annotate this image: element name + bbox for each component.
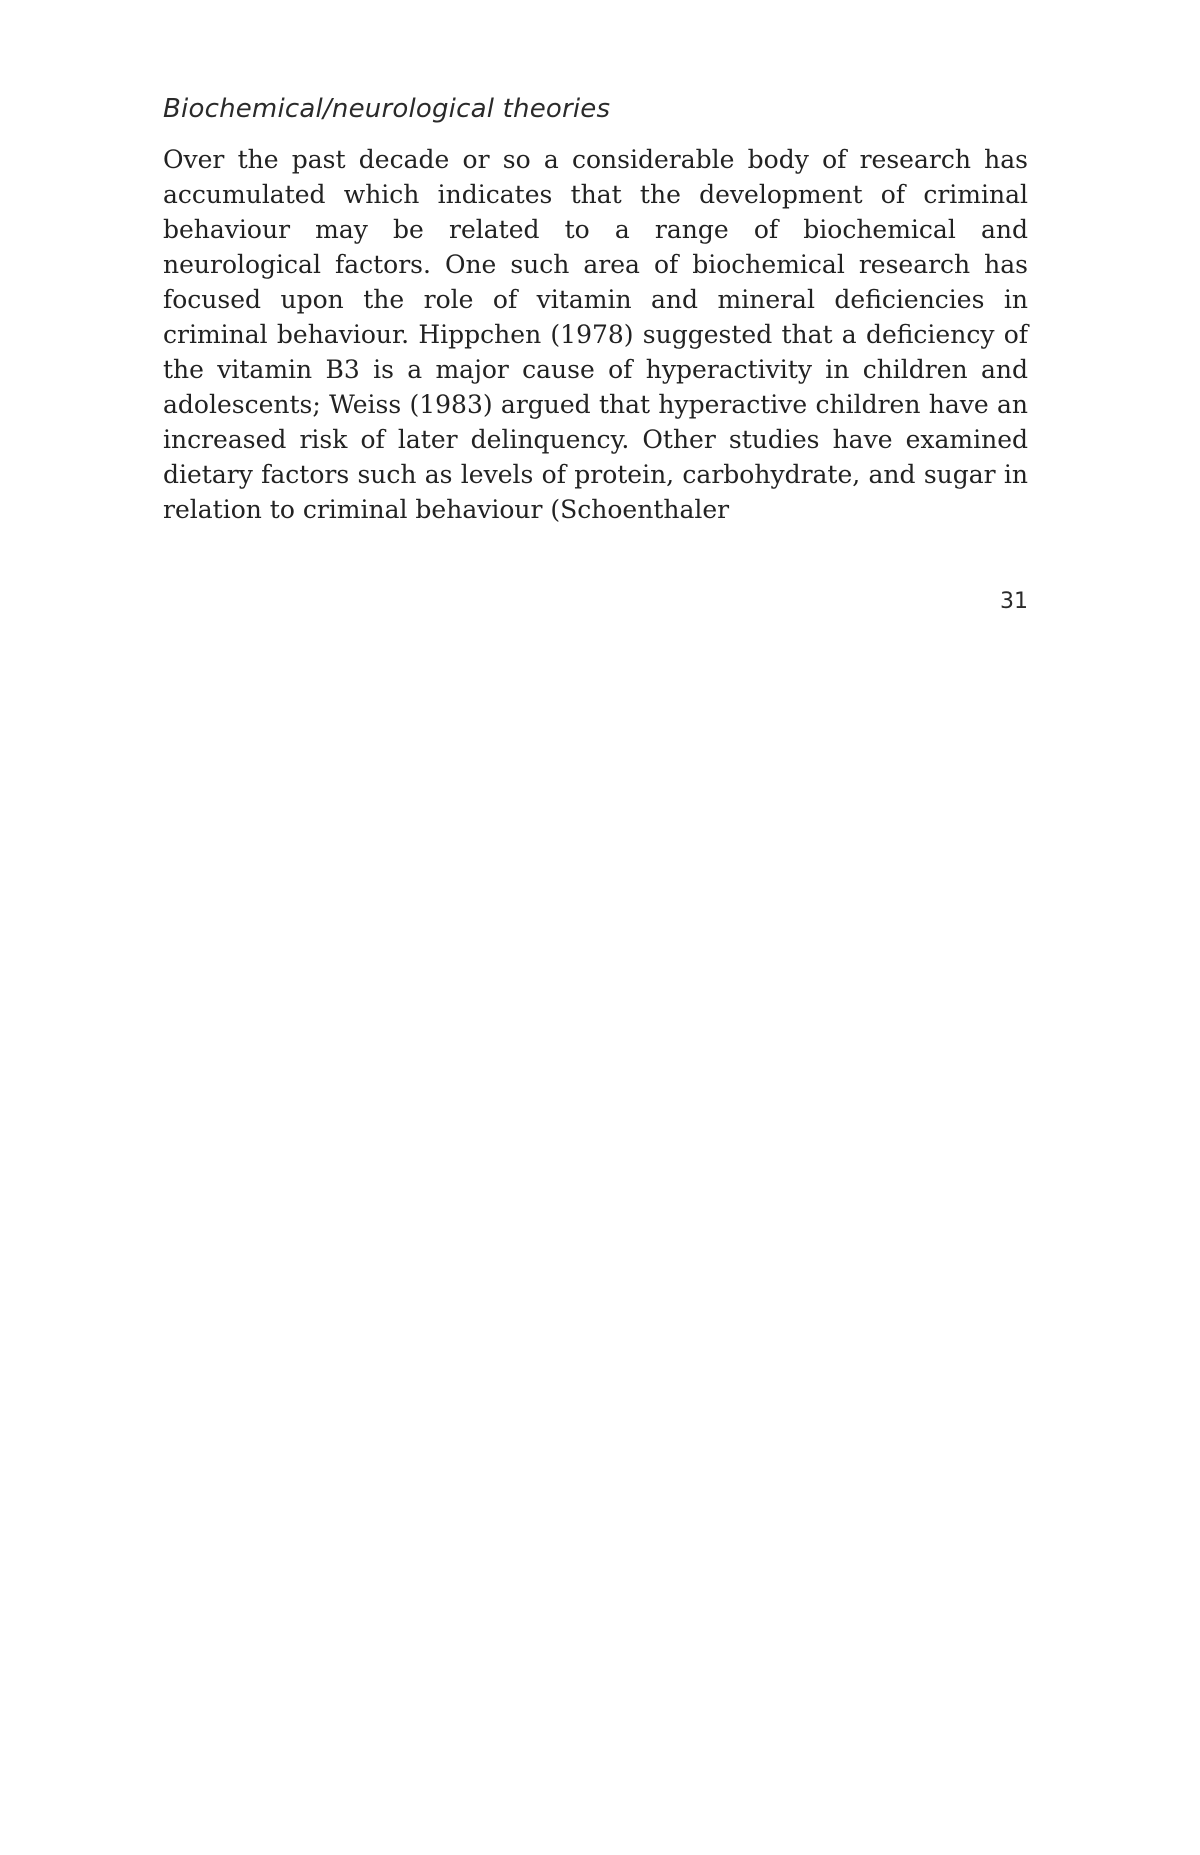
page-number: 31 [1000,589,1028,614]
text-block [163,92,1028,527]
body-paragraph: Over the past decade or so a considerable body of research has accumulated which indicates that the development of criminal behaviour may be related to a range of biochemical and neurological factors. One such area of biochemical research has focused upon the role of vitamin and mineral deficiencies in criminal behaviour. Hippchen (1978) suggested that a deficiency of the vitamin B3 is a major cause of hyperactivity in children and adolescents; Weiss (1983) argued that hyperactive children have an increased risk of later delinquency. Other studies have examined dietary factors such as levels of protein, carbohydrate, and sugar in relation to criminal behaviour (Schoenthaler [163,145,1028,524]
section-heading: Biochemical/neurological theories [163,94,611,124]
